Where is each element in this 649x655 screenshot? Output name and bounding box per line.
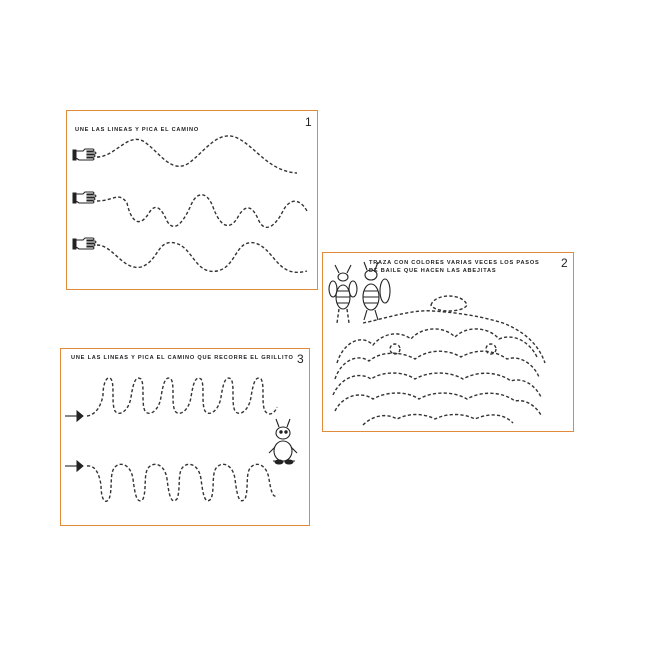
card-1-tracing-area [67,111,319,291]
card-3-tracing-area [61,349,311,527]
worksheet-card-2 [322,252,574,432]
card-2-instruction-line2: DE BAILE QUE HACEN LAS ABEJITAS [369,268,497,274]
card-3-number: 3 [297,352,304,366]
card-1-instruction: UNE LAS LINEAS Y PICA EL CAMINO [75,127,200,133]
pointing-hand-icon [73,149,96,160]
worksheet-card-1 [66,110,318,290]
arrow-right-icon [65,461,83,471]
tracing-loops-row-2 [87,464,277,501]
dance-arc-3 [333,373,541,397]
arrow-right-icon [65,411,83,421]
dance-arc-1 [337,329,537,363]
dance-arc-2 [335,351,539,379]
tracing-wave-1 [97,136,297,173]
card-2-number: 2 [561,256,568,270]
bee-icon [329,265,357,323]
dance-path-top [363,311,545,363]
card-3-instruction: UNE LAS LINEAS Y PICA EL CAMINO QUE RECORRE EL GRILLITO [71,355,294,361]
pointing-hand-icon [73,238,96,249]
dance-arc-4 [335,393,541,415]
worksheet-card-3 [60,348,310,526]
card-1-number: 1 [305,115,312,129]
tracing-wave-2 [97,195,307,228]
tracing-loops-row-1 [87,378,277,416]
bee-icon [363,262,390,320]
tracing-wave-3 [97,243,307,273]
pointing-hand-icon [73,192,96,203]
dance-loop-top [431,296,467,311]
card-2-tracing-area [323,253,575,433]
cricket-icon [269,419,297,464]
card-2-instruction-line1: TRAZA CON COLORES VARIAS VECES LOS PASOS [369,260,540,266]
dance-arc-5 [363,415,513,426]
